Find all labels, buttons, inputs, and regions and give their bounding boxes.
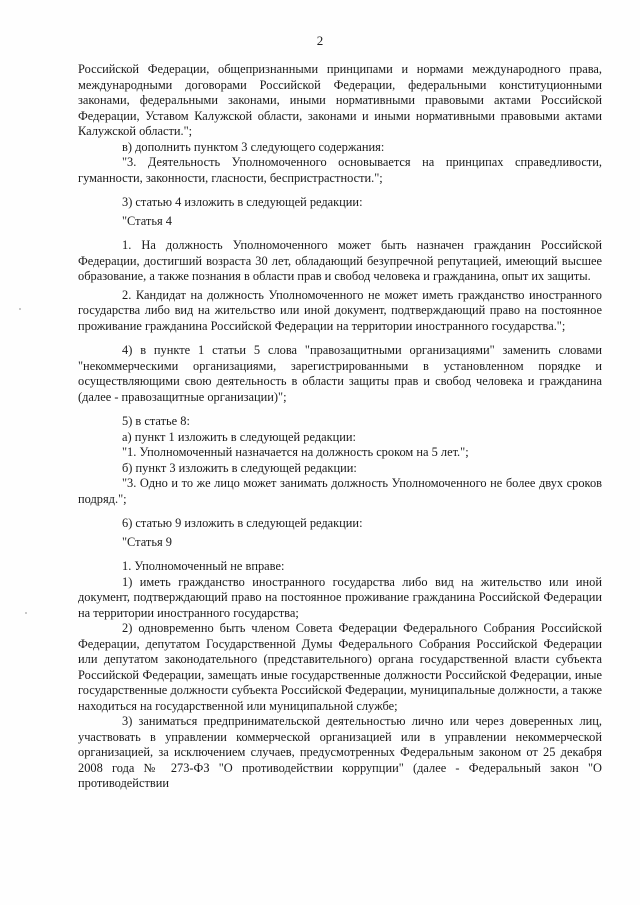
paragraph-item-6: 6) статью 9 изложить в следующей редакции: [122,516,363,530]
article-8-point-1: "1. Уполномоченный назначается на должность сроком на 5 лет."; [122,445,469,459]
paragraph-continuation: Российской Федерации, общепризнанными принципами и нормами международного права, международными договорами Российской Федерации, федеральными конституционными законами, федеральными законами, иными нормативными правовыми актами Российской Федерации, Уставом Калужской области, законами и иными нормативными правовыми актами Калужской области."; [78,62,602,138]
paragraph-subitem-a: а) пункт 1 изложить в следующей редакции: [122,429,356,444]
paragraph-item-4: 4) в пункте 1 статьи 5 слова "правозащитными организациями" заменить словами "некоммерческими организациями, зарегистрированными в установленном порядке и осуществляющими свою деятельность в области защиты прав и свобод человека и гражданина (далее - правозащитные организации)"; [78,343,602,404]
scan-speck [25,612,27,614]
article-9-point-1: 1. Уполномоченный не вправе: [122,559,285,573]
article-4-point-1: 1. На должность Уполномоченного может быть назначен гражданин Российской Федерации, достигший возраста 30 лет, обладающий безупречной репутацией, имеющий высшее образование, а также познания в области прав и свобод человека и гражданина, опыт их защиты. [78,238,602,283]
paragraph-point-3-text: "3. Деятельность Уполномоченного основывается на принципах справедливости, гуманности, законности, гласности, беспристрастности."; [78,155,602,185]
article-9-subpoint-3: 3) заниматься предпринимательской деятельностью лично или через доверенных лиц, участвовать в управлении коммерческой организацией или в управлении некоммерческой организацией, за исключением случаев, предусмотренных Федеральным законом от 25 декабря 2008 года № 273-ФЗ "О противодействии коррупции" (далее - Федеральный закон "О противодействии [78,714,602,790]
article-9-heading: "Статья 9 [122,534,172,549]
article-8-point-3: "3. Одно и то же лицо может занимать должность Уполномоченного не более двух сроков подряд."; [78,476,602,506]
paragraph-subitem-b: б) пункт 3 изложить в следующей редакции: [122,460,357,475]
document-body [78,62,602,792]
scan-speck [19,308,21,310]
paragraph-item-3: 3) статью 4 изложить в следующей редакции: [122,195,363,209]
article-9-subpoint-2: 2) одновременно быть членом Совета Федерации Федерального Собрания Российской Федерации, депутатом Государственной Думы Федерального Собрания Российской Федерации или депутатом законодательного (представительного) органа государственной власти субъекта Российской Федерации, замещать иные государственные должности Российской Федерации, иные государственные должности субъекта Российской Федерации, муниципальные должности, а также находиться на государственной или муниципальной службе; [78,621,602,713]
paragraph-item-5: 5) в статье 8: [122,414,190,428]
article-4-point-2: 2. Кандидат на должность Уполномоченного не может иметь гражданство иностранного государства либо вид на жительство или иной документ, подтверждающий право на постоянное проживание гражданина Российской Федерации на территории иностранного государства."; [78,287,602,333]
paragraph-subitem-v: в) дополнить пунктом 3 следующего содержания: [122,139,385,154]
article-4-heading: "Статья 4 [122,213,172,228]
article-9-subpoint-1: 1) иметь гражданство иностранного государства либо вид на жительство или иной документ, подтверждающий право на постоянное проживание гражданина Российской Федерации на территории иностранного государства; [78,574,602,620]
page-number: 2 [316,33,324,48]
